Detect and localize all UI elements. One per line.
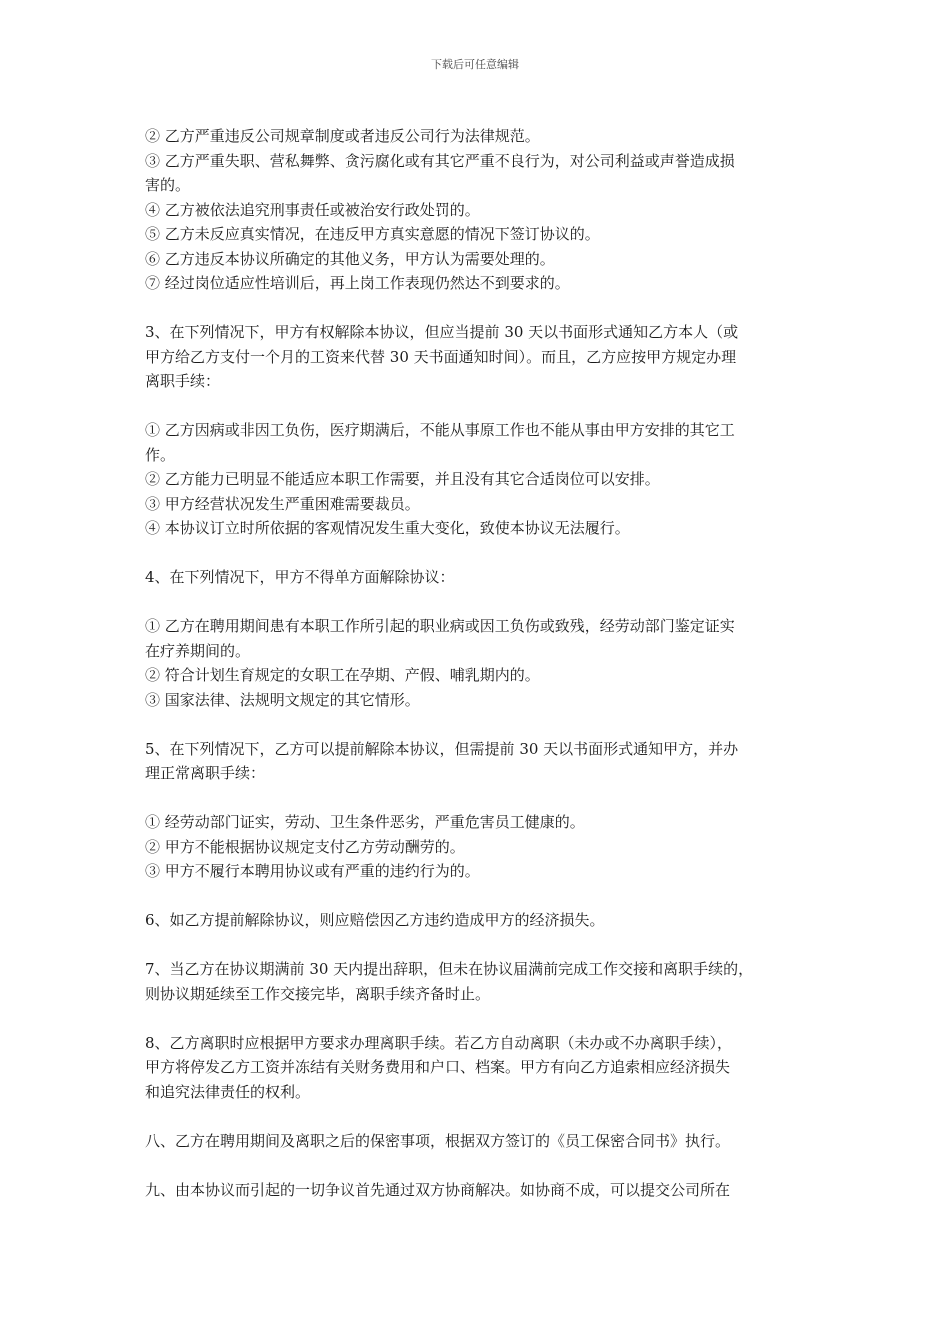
paragraph-gap [145,1006,815,1031]
text-line: 5、在下列情况下，乙方可以提前解除本协议，但需提前 30 天以书面形式通知甲方，并办 [145,739,739,758]
text-line: 害的。 [145,176,191,194]
document-body [145,124,815,1202]
paragraph-gap [145,1153,815,1178]
text-line: 7、当乙方在协议期满前 30 天内提出辞职，但未在协议届满前完成工作交接和离职手续的， [145,960,754,978]
text-line: ④ 本协议订立时所依据的客观情况发生重大变化，致使本协议无法履行。 [145,519,630,537]
text-line: ④ 乙方被依法追究刑事责任或被治安行政处罚的。 [145,200,480,219]
paragraph-gap [145,590,815,615]
paragraph-gap [145,884,815,909]
text-line: 6、如乙方提前解除协议，则应赔偿因乙方违约造成甲方的经济损失。 [145,911,605,929]
text-line: 理正常离职手续： [145,764,266,782]
paragraph-gap [145,296,815,321]
text-line: ③ 甲方不履行本聘用协议或有严重的违约行为的。 [145,862,480,880]
text-line: 八、乙方在聘用期间及离职之后的保密事项，根据双方签订的《员工保密合同书》执行。 [145,1131,731,1150]
paragraph-gap [145,933,815,958]
text-line: ⑥ 乙方违反本协议所确定的其他义务，甲方认为需要处理的。 [145,249,555,268]
text-line: 九、由本协议而引起的一切争议首先通过双方协商解决。如协商不成，可以提交公司所在 [145,1180,731,1199]
text-line: 3、在下列情况下，甲方有权解除本协议，但应当提前 30 天以书面形式通知乙方本人（或 [145,323,739,341]
text-line: ⑤ 乙方未反应真实情况，在违反甲方真实意愿的情况下签订协议的。 [145,225,600,243]
text-line: 则协议期延续至工作交接完毕，离职手续齐备时止。 [145,984,491,1003]
text-line: ① 经劳动部门证实，劳动、卫生条件恶劣，严重危害员工健康的。 [145,813,585,831]
text-line: ⑦ 经过岗位适应性培训后，再上岗工作表现仍然达不到要求的。 [145,274,570,292]
text-line: ③ 国家法律、法规明文规定的其它情形。 [145,690,420,709]
text-line: ② 乙方严重违反公司规章制度或者违反公司行为法律规范。 [145,127,540,145]
paragraph-gap [145,1104,815,1129]
paragraph-gap [145,541,815,566]
text-line: ② 符合计划生育规定的女职工在孕期、产假、哺乳期内的。 [145,666,540,684]
text-line: ② 乙方能力已明显不能适应本职工作需要，并且没有其它合适岗位可以安排。 [145,470,660,488]
text-line: 作。 [145,445,176,464]
text-line: ③ 乙方严重失职、营私舞弊、贪污腐化或有其它严重不良行为，对公司利益或声誉造成损 [145,151,735,170]
text-line: ① 乙方在聘用期间患有本职工作所引起的职业病或因工负伤或致残，经劳动部门鉴定证实 [145,617,735,635]
paragraph-gap [145,712,815,737]
text-line: ② 甲方不能根据协议规定支付乙方劳动酬劳的。 [145,837,465,856]
text-line: 离职手续： [145,372,221,390]
text-line: 甲方给乙方支付一个月的工资来代替 30 天书面通知时间）。而且，乙方应按甲方规定办理 [145,347,737,366]
page-header: 下载后可任意编辑 [431,58,519,71]
text-line: 8、乙方离职时应根据甲方要求办理离职手续。若乙方自动离职（未办或不办离职手续）， [145,1033,733,1052]
paragraph-gap [145,786,815,811]
paragraph-gap [145,394,815,419]
text-line: 和追究法律责任的权利。 [145,1082,311,1101]
text-line: 在疗养期间的。 [145,641,251,660]
text-line: 甲方将停发乙方工资并冻结有关财务费用和户口、档案。甲方有向乙方追索相应经济损失 [145,1058,731,1076]
text-line: ① 乙方因病或非因工负伤，医疗期满后，不能从事原工作也不能从事由甲方安排的其它工 [145,421,735,439]
text-line: ③ 甲方经营状况发生严重困难需要裁员。 [145,494,420,513]
text-line: 4、在下列情况下，甲方不得单方面解除协议： [145,568,455,586]
